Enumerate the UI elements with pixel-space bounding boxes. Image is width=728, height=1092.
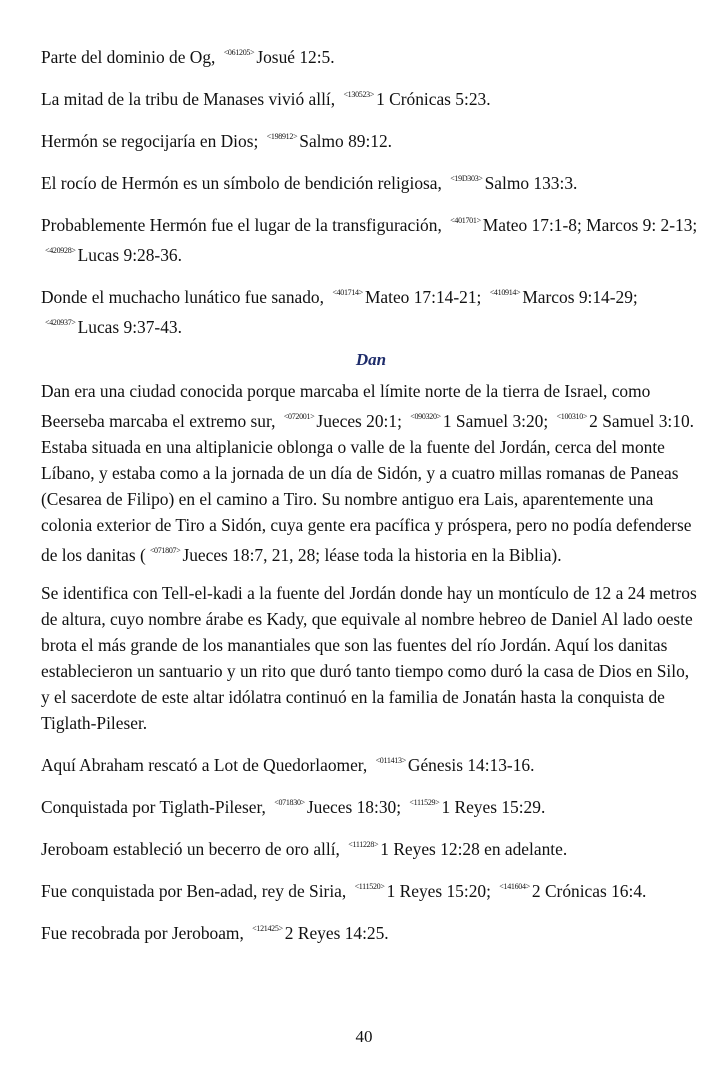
verse-reference-code: <420937> <box>45 318 76 327</box>
paragraph <box>41 280 701 340</box>
verse-reference-code: <141604> <box>499 882 530 891</box>
paragraph-text: Mateo 17:14-21; <box>364 287 486 307</box>
section-heading: Dan <box>355 350 387 369</box>
paragraph-text: Jueces 18:7, 21, 28; léase toda la historia en la Biblia). <box>182 545 562 565</box>
verse-reference-code: <198912> <box>266 132 298 141</box>
paragraph-text: Lucas 9:37-43. <box>77 317 182 337</box>
verse-reference-code: <071830> <box>274 798 305 807</box>
paragraph-text: Se identifica con Tell-el-kadi a la fuente del Jordán donde hay un montículo de 12 a 24 metros de altura, cuyo nombre árabe es Kady, que equivale al nombre hebreo de Daniel Al lado oeste brota el más grande de los manantiales que son las fuentes del río Jordán. Aquí los danitas establecieron un santuario y un rito que duró tanto tiempo como duró la casa de Dios en Silo, y el sacerdote de este altar idólatra continuó en la familia de Jonatán hasta la conquista de Tiglath-Pileser. <box>41 583 697 733</box>
verse-reference-code: <121425> <box>252 924 283 933</box>
paragraph <box>41 748 701 778</box>
verse-reference-code: <401701> <box>450 216 481 225</box>
paragraph-text: Jueces 18:30; <box>306 797 406 817</box>
verse-reference-code: <130523> <box>343 90 375 99</box>
verse-reference-code: <011413> <box>375 756 406 765</box>
paragraph-text: Aquí Abraham rescató a Lot de Quedorlaomer, <box>41 755 372 775</box>
verse-reference-code: <401714> <box>332 288 363 297</box>
verse-reference-code: <410914> <box>489 288 521 297</box>
paragraph-text: 1 Samuel 3:20; <box>442 411 553 431</box>
paragraph <box>41 166 701 196</box>
paragraph-text: Conquistada por Tiglath-Pileser, <box>41 797 271 817</box>
verse-reference-code: <420928> <box>45 246 76 255</box>
paragraph-text: Dan era una ciudad conocida porque marcaba el límite norte de la tierra de Israel, como Beerseba marcaba el extremo sur, <box>41 381 651 431</box>
paragraph-text: La mitad de la tribu de Manases vivió allí, <box>41 89 340 109</box>
paragraph <box>41 124 701 154</box>
paragraph-text: 2 Reyes 14:25. <box>284 923 389 943</box>
paragraph-text: Josué 12:5. <box>256 47 335 67</box>
verse-reference-code: <19D303> <box>450 174 483 183</box>
page-number: 40 <box>355 1027 373 1046</box>
paragraph <box>41 82 701 112</box>
document-page <box>41 40 701 958</box>
paragraph-text: Jueces 20:1; <box>316 411 407 431</box>
verse-reference-code: <100310> <box>556 412 588 421</box>
paragraph-text: Jeroboam estableció un becerro de oro allí, <box>41 839 345 859</box>
document-body <box>41 40 701 946</box>
paragraph <box>41 790 701 820</box>
paragraph <box>41 378 701 568</box>
paragraph <box>41 916 701 946</box>
paragraph <box>41 832 701 862</box>
paragraph <box>41 874 701 904</box>
paragraph-text: Mateo 17:1-8; Marcos 9: 2-13; <box>482 215 698 235</box>
verse-reference-code: <090320> <box>410 412 441 421</box>
paragraph-text: Donde el muchacho lunático fue sanado, <box>41 287 329 307</box>
paragraph-text: 2 Crónicas 16:4. <box>531 881 647 901</box>
verse-reference-code: <072001> <box>283 412 315 421</box>
paragraph-text: 1 Reyes 15:20; <box>386 881 496 901</box>
paragraph-text: Marcos 9:14-29; <box>522 287 638 307</box>
paragraph <box>41 580 701 736</box>
verse-reference-code: <111228> <box>348 840 379 849</box>
paragraph-text: 2 Samuel 3:10. Estaba situada en una altiplanicie oblonga o valle de la fuente del Jordán, cerca del monte Líbano, y estaba como a la jornada de un día de Sidón, y a cuatro millas romanas de Paneas (Cesarea de Filipo) en el camino a Tiro. Su nombre antiguo era Lais, aparentemente una colonia exterior de Tiro a Sidón, cuya gente era pacífica y próspera, pero no podía defenderse de los danitas ( <box>41 411 694 565</box>
paragraph-text: Probablemente Hermón fue el lugar de la transfiguración, <box>41 215 447 235</box>
paragraph <box>41 40 701 70</box>
paragraph-text: Hermón se regocijaría en Dios; <box>41 131 263 151</box>
paragraph-text: Fue recobrada por Jeroboam, <box>41 923 249 943</box>
paragraph <box>41 208 701 268</box>
paragraph-text: Fue conquistada por Ben-adad, rey de Siria, <box>41 881 351 901</box>
paragraph-text: Génesis 14:13-16. <box>407 755 535 775</box>
paragraph-text: 1 Crónicas 5:23. <box>376 89 491 109</box>
paragraph-text: Salmo 133:3. <box>484 173 578 193</box>
paragraph-text: 1 Reyes 12:28 en adelante. <box>380 839 568 859</box>
paragraph-text: Parte del dominio de Og, <box>41 47 220 67</box>
verse-reference-code: <111529> <box>409 798 440 807</box>
verse-reference-code: <061205> <box>223 48 255 57</box>
paragraph-text: El rocío de Hermón es un símbolo de bendición religiosa, <box>41 173 447 193</box>
paragraph-text: Salmo 89:12. <box>299 131 393 151</box>
verse-reference-code: <111520> <box>354 882 385 891</box>
paragraph-text: Lucas 9:28-36. <box>77 245 182 265</box>
paragraph-text: 1 Reyes 15:29. <box>441 797 546 817</box>
verse-reference-code: <071807> <box>149 546 181 555</box>
